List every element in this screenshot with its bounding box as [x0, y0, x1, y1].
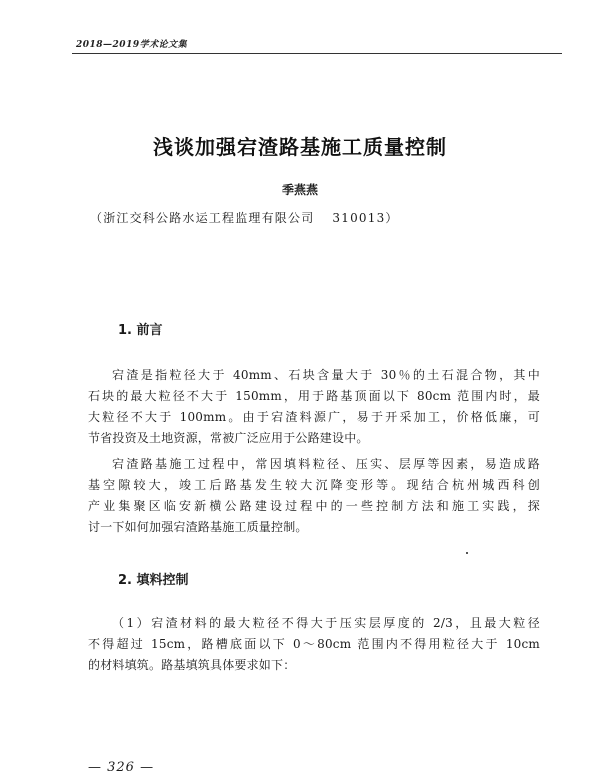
text-line: 产业集聚区临安新横公路建设过程中的一些控制方法和施工实践，探 — [88, 499, 540, 513]
text-line: 节省投资及土地资源，常被广泛应用于公路建设中。 — [88, 431, 369, 445]
text-line: 讨一下如何加强宕渣路基施工质量控制。 — [88, 520, 308, 534]
affiliation-name: （浙江交科公路水运工程监理有限公司 — [90, 211, 315, 225]
section-heading-fill-control: 2. 填料控制 — [118, 573, 189, 588]
paragraph — [88, 454, 540, 538]
text-line: 不得超过 15cm，路槽底面以下 0～80cm 范围内不得用粒径大于 10cm — [88, 637, 540, 651]
paragraph — [88, 613, 540, 676]
text-line: 宕渣路基施工过程中，常因填料粒径、压实、层厚等因素，易造成路 — [112, 457, 540, 471]
affiliation — [90, 209, 530, 226]
running-title: 2018—2019学术论文集 — [76, 40, 188, 50]
section-heading-intro: 1. 前言 — [118, 323, 163, 338]
scan-speck — [466, 552, 468, 554]
text-line: 基空隙较大，竣工后路基发生较大沉降变形等。现结合杭州城西科创 — [88, 478, 540, 492]
header-rule — [72, 53, 562, 54]
text-line: 的材料填筑。路基填筑具体要求如下： — [88, 658, 296, 672]
text-line: （1）宕渣材料的最大粒径不得大于压实层厚度的 2/3，且最大粒径 — [112, 616, 540, 630]
text-line: 宕渣是指粒径大于 40mm、石块含量大于 30％的土石混合物，其中 — [112, 368, 540, 382]
text-line: 大粒径不大于 100mm。由于宕渣料源广，易于开采加工，价格低廉，可 — [88, 410, 540, 424]
article-title: 浅谈加强宕渣路基施工质量控制 — [153, 135, 447, 159]
paragraph — [88, 365, 540, 449]
author-name: 季燕燕 — [281, 183, 318, 197]
page-number: — 326 — — [88, 760, 155, 775]
affiliation-postcode: 310013） — [332, 211, 399, 225]
text-line: 石块的最大粒径不大于 150mm，用于路基顶面以下 80cm 范围内时，最 — [88, 389, 540, 403]
